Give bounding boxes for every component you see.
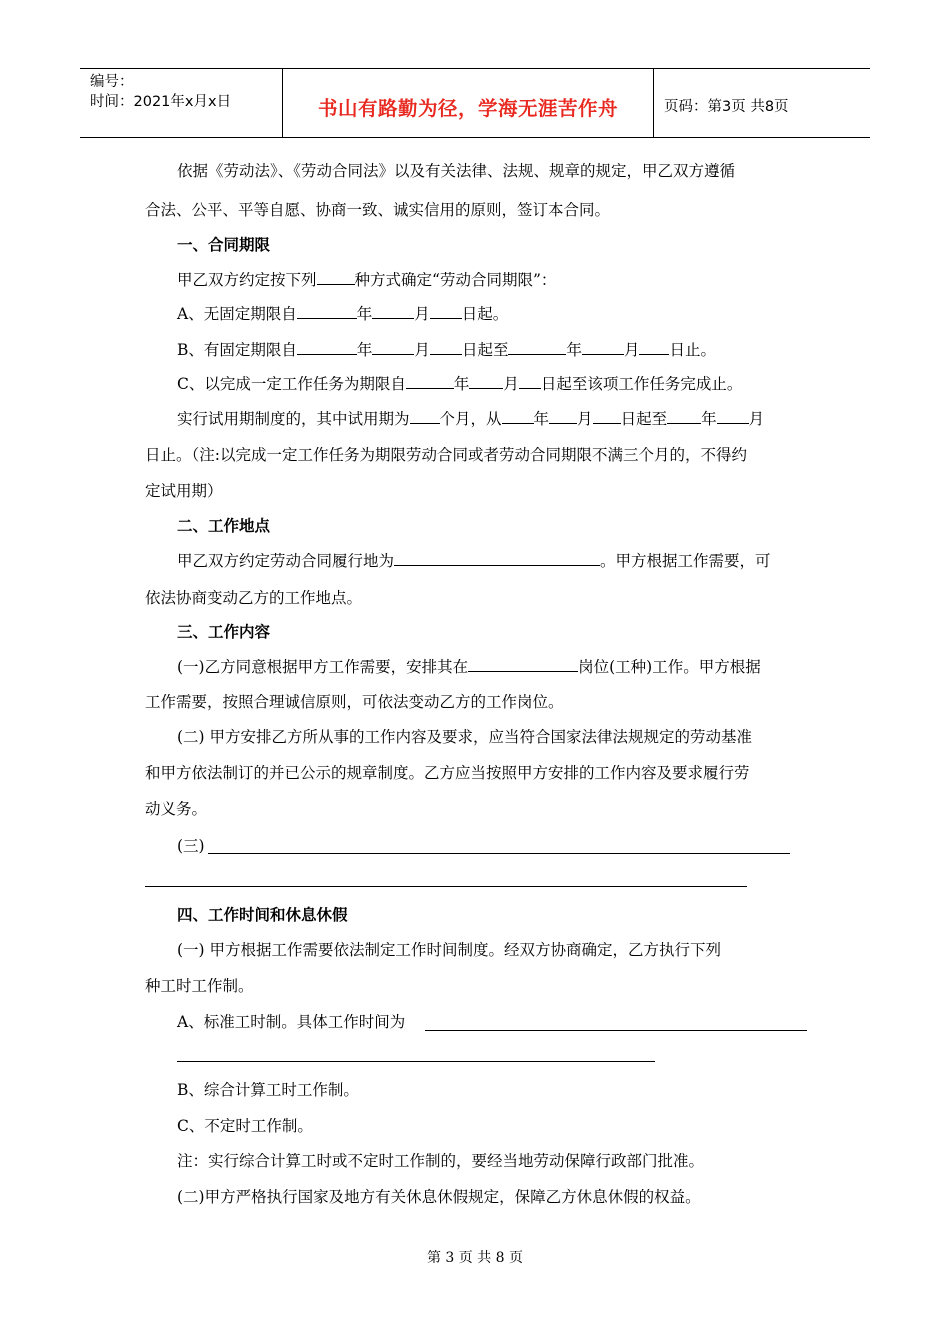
job-text-b: 岗位(工种)工作。甲方根据 — [578, 658, 761, 676]
blank — [410, 408, 440, 424]
contract-term-type-text-a: 甲乙双方约定按下列 — [177, 271, 317, 289]
trial-text-b: 个月，从 — [439, 410, 502, 428]
month-label: 月 — [577, 410, 593, 428]
job-item-3-blank-continued — [145, 886, 747, 887]
year-label: 年 — [533, 410, 550, 428]
hours-line-1: (一) 甲方根据工作需要依法制定工作时间制度。经双方协商确定，乙方执行下列 — [177, 941, 722, 959]
month-label: 月 — [623, 341, 640, 359]
year-label: 年 — [701, 410, 717, 428]
option-c-end: 日起至该项工作任务完成止。 — [540, 375, 743, 393]
blank — [502, 408, 534, 424]
blank — [297, 303, 357, 319]
job-line-1 — [177, 656, 761, 677]
term-type-blank — [317, 269, 355, 285]
blank — [639, 339, 669, 355]
document-header — [80, 68, 870, 138]
standard-hours-line: A、标准工时制。具体工作时间为 — [177, 1013, 406, 1031]
contract-term-type-line — [177, 269, 556, 290]
blank — [593, 408, 621, 424]
day-end-label: 日止。 — [669, 341, 716, 359]
intro-line-2: 合法、公平、平等自愿、协商一致、诚实信用的原则，签订本合同。 — [145, 201, 611, 219]
header-page-cell — [654, 69, 870, 137]
document-time-label: 时间：2021年x月x日 — [90, 94, 232, 110]
rest-leave-line: (二)甲方严格执行国家及地方有关休息休假规定，保障乙方休息休假的权益。 — [177, 1188, 701, 1206]
header-meta-cell — [80, 69, 283, 137]
option-b-label: B、有固定期限自 — [177, 341, 297, 359]
blank — [372, 303, 414, 319]
blank — [430, 339, 462, 355]
blank — [667, 408, 701, 424]
contract-term-type-text-b: 种方式确定“劳动合同期限”： — [354, 271, 557, 289]
hours-line-2: 种工时工作制。 — [145, 977, 254, 995]
job-item-3-blank — [208, 853, 790, 854]
trial-text-a: 实行试用期制度的，其中试用期为 — [177, 410, 410, 428]
blank — [582, 339, 624, 355]
job-line-2: 工作需要，按照合理诚信原则，可依法变动乙方的工作岗位。 — [145, 693, 564, 711]
standard-hours-blank-continued — [177, 1061, 655, 1062]
month-label: 月 — [503, 375, 519, 393]
blank — [406, 373, 454, 389]
blank — [469, 373, 503, 389]
section-1-title: 一、合同期限 — [177, 236, 271, 254]
header-motto: 书山有路勤为径，学海无涯苦作舟 — [317, 97, 618, 120]
year-label: 年 — [453, 375, 470, 393]
year-label: 年 — [566, 341, 582, 359]
header-motto-cell — [283, 69, 654, 137]
option-a-line — [177, 303, 508, 324]
job-duty-line-2: 和甲方依法制订的并已公示的规章制度。乙方应当按照甲方安排的工作内容及要求履行劳 — [145, 764, 750, 782]
blank — [372, 339, 414, 355]
hours-note-line: 注：实行综合计算工时或不定时工作制的，要经当地劳动保障行政部门批准。 — [177, 1152, 705, 1170]
month-label: 月 — [748, 410, 765, 428]
intro-line-1: 依据《劳动法》、《劳动合同法》以及有关法律、法规、规章的规定，甲乙双方遵循 — [177, 162, 736, 180]
workplace-text-b: 。甲方根据工作需要，可 — [600, 552, 771, 570]
workplace-line-2: 依法协商变动乙方的工作地点。 — [145, 589, 363, 607]
header-page-code: 页码：第3页 共8页 — [664, 99, 789, 115]
document-number-label: 编号： — [90, 74, 134, 90]
job-duty-line-3: 动义务。 — [145, 800, 208, 818]
workplace-line-1 — [177, 550, 771, 571]
option-a-label: A、无固定期限自 — [177, 305, 297, 323]
option-b-line — [177, 339, 716, 360]
flexible-hours-line: C、不定时工作制。 — [177, 1117, 313, 1135]
blank — [297, 339, 357, 355]
month-label: 月 — [414, 341, 430, 359]
trial-text-c: 日起至 — [620, 410, 668, 428]
job-duty-line-1: (二) 甲方安排乙方所从事的工作内容及要求，应当符合国家法律法规规定的劳动基准 — [177, 728, 753, 746]
workplace-text-a: 甲乙双方约定劳动合同履行地为 — [177, 552, 395, 570]
option-c-line — [177, 373, 742, 394]
month-label: 月 — [414, 305, 430, 323]
blank — [549, 408, 577, 424]
option-c-label: C、以完成一定工作任务为期限自 — [177, 375, 406, 393]
page-footer: 第 3 页 共 8 页 — [426, 1250, 524, 1266]
position-blank — [468, 656, 578, 672]
standard-hours-blank — [425, 1030, 807, 1031]
year-label: 年 — [356, 341, 373, 359]
job-text-a: (一)乙方同意根据甲方工作需要，安排其在 — [177, 658, 469, 676]
workplace-blank — [394, 550, 600, 566]
section-3-title: 三、工作内容 — [177, 623, 271, 641]
blank — [519, 373, 541, 389]
trial-period-line-2: 日止。（注:以完成一定工作任务为期限劳动合同或者劳动合同期限不满三个月的，不得约 — [145, 446, 747, 464]
day-start-label: 日起。 — [461, 305, 509, 323]
blank — [508, 339, 566, 355]
comprehensive-hours-line: B、综合计算工时工作制。 — [177, 1081, 359, 1099]
day-to-label: 日起至 — [461, 341, 509, 359]
section-2-title: 二、工作地点 — [177, 517, 271, 535]
year-label: 年 — [356, 305, 373, 323]
blank — [717, 408, 749, 424]
job-item-3-label: (三) — [177, 837, 205, 855]
section-4-title: 四、工作时间和休息休假 — [177, 906, 348, 924]
blank — [430, 303, 462, 319]
trial-period-line-3: 定试用期） — [145, 482, 223, 500]
trial-period-line-1 — [177, 408, 764, 429]
